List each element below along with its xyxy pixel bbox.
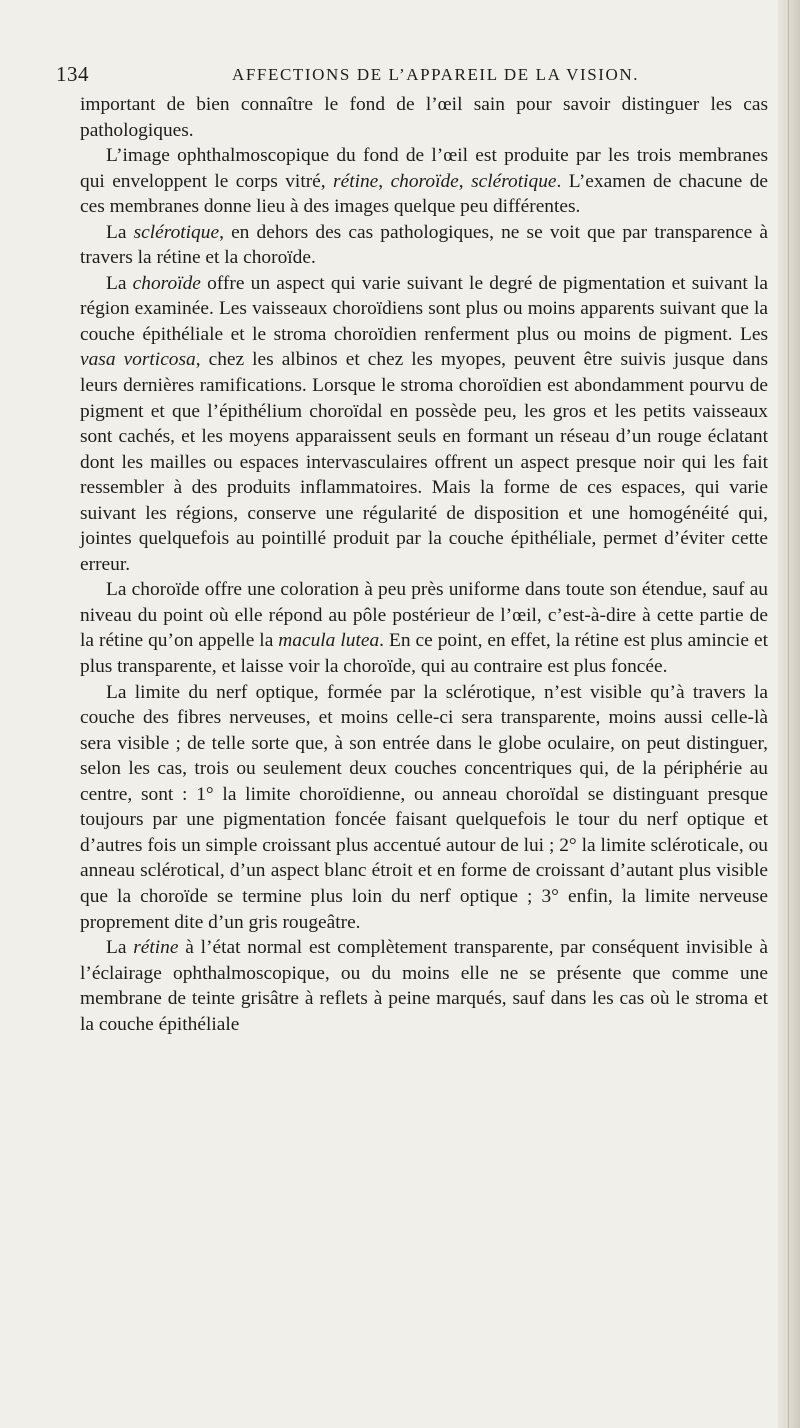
body-text	[80, 92, 768, 1037]
page-edge-shadow	[778, 0, 800, 1428]
italic-term: macula lutea	[278, 630, 380, 652]
italic-term: rétine	[333, 170, 379, 192]
italic-term: choroïde	[132, 272, 201, 294]
text-segment: important de bien connaître le fond de l’œil sain pour savoir distinguer les cas pathologiques.	[80, 94, 768, 141]
paragraph	[80, 92, 768, 143]
paragraph	[80, 935, 768, 1037]
text-segment: , chez les albinos et chez les myopes, peuvent être suivis jusque dans leurs dernières ramifications. Lorsque le stroma choroïdien est abondamment pourvu de pigment et que l’épithélium choroïdal en possède peu, les gros et les petits vaisseaux sont cachés, et les moyens apparaissent seuls en formant un réseau d’un rouge éclatant dont les mailles ou espaces intervasculaires offrent un aspect presque noir qui les fait ressembler à des produits inflammatoires. Mais la forme de ces espaces, qui varie suivant les régions, conserve une régularité de disposition et une homogénéité qui, jointes quelquefois au pointillé produit par la couche épithéliale, permet d’éviter cette erreur.	[80, 349, 768, 575]
text-segment: La	[106, 221, 134, 243]
text-segment: . L’examen de chacune de ces membranes donne lieu à des images quelque peu différentes.	[80, 170, 768, 218]
text-segment: offre un aspect qui varie suivant le degré de pigmentation et suivant la région examinée. Les vaisseaux choroïdiens sont plus ou moins apparents suivant que la couche épithéliale et le stroma choroïdien renferment plus ou moins de pigment. Les	[80, 272, 768, 345]
italic-term: choroïde	[390, 170, 459, 192]
italic-term: sclérotique	[471, 170, 557, 192]
text-segment: La limite du nerf optique, formée par la sclérotique, n’est visible qu’à travers la couche des fibres nerveuses, et moins celle-ci sera transparente, moins aussi celle-là sera visible ; de telle sorte que, à son entrée dans le globe oculaire, on peut distinguer, selon les cas, trois ou seulement deux couches concentriques qui, de la périphérie au centre, sont : 1° la limite choroïdienne, ou anneau choroïdal se distinguant presque toujours par une pigmentation foncée faisant quelquefois le tour du nerf optique et d’autres fois un simple croissant plus accentué autour de lui ; 2° la limite scléroticale, ou anneau sclérotical, d’un aspect blanc étroit et en forme de croissant d’autant plus visible que la choroïde se termine plus loin du nerf optique ; 3° enfin, la limite nerveuse proprement dite d’un gris rougeâtre.	[80, 681, 768, 933]
page-number: 134	[56, 62, 89, 86]
text-segment: ,	[378, 170, 391, 192]
text-segment: ,	[458, 170, 472, 192]
paragraph	[80, 143, 768, 220]
text-segment: à l’état normal est complètement transparente, par conséquent invisible à l’éclairage ophthalmoscopique, ou du moins elle ne se présente que comme une membrane de teinte grisâtre à reflets à peine marqués, sauf dans les cas où le stroma et la couche épithéliale	[80, 937, 768, 1035]
paragraph	[80, 220, 768, 271]
text-segment: La	[106, 272, 133, 294]
paragraph	[80, 680, 768, 935]
italic-term: sclérotique	[133, 221, 220, 243]
italic-term: vasa vorticosa	[80, 349, 196, 371]
text-segment: , en dehors des cas pathologiques, ne se voit que par transparence à travers la rétine et la choroïde.	[80, 221, 768, 269]
text-segment: La choroïde offre une coloration à peu près uniforme dans toute son étendue, sauf au niveau du point où elle répond au pôle postérieur de l’œil, c’est-à-dire à cette partie de la rétine qu’on appelle la	[80, 579, 768, 652]
page-edge-line	[788, 0, 789, 1428]
text-segment: L’image ophthalmoscopique du fond de l’œil est produite par les trois membranes qui enveloppent le corps vitré,	[80, 145, 768, 192]
paragraph	[80, 271, 768, 578]
text-segment: . En ce point, en effet, la rétine est plus amincie et plus transparente, et laisse voir la choroïde, qui au contraire est plus foncée.	[80, 630, 768, 678]
running-title: AFFECTIONS DE L’APPAREIL DE LA VISION.	[232, 65, 640, 84]
text-segment: La	[106, 937, 134, 959]
paragraph	[80, 577, 768, 679]
italic-term: rétine	[133, 937, 179, 959]
page-header	[56, 62, 766, 92]
